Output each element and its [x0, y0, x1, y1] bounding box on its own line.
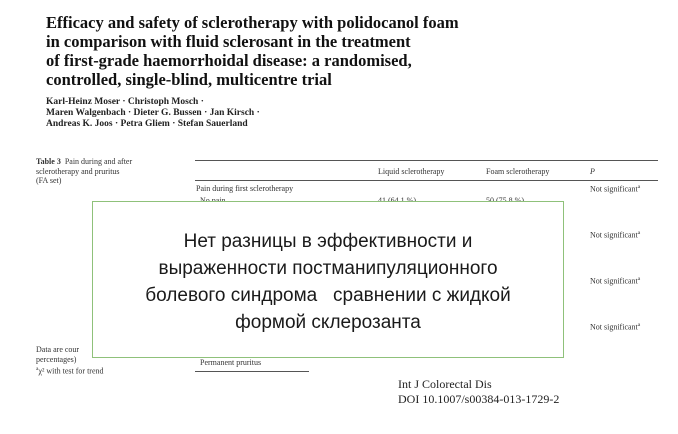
doi: DOI 10.1007/s00384-013-1729-2 [398, 392, 560, 406]
table-header-rule [195, 180, 658, 181]
overlay-line: болевого синдрома сравнении с жидкой [145, 285, 511, 306]
table-footnote-trend: $^a$χ² with test for trend [36, 366, 104, 376]
table-section-label: Pain during first sclerotherapy [196, 184, 294, 193]
table-top-rule [195, 160, 658, 161]
title-line: in comparison with fluid sclerosant in the treatment [46, 32, 411, 51]
author-line: Karl-Heinz Moser · Christoph Mosch · [46, 97, 204, 107]
table-footnote: percentages) [36, 355, 77, 364]
column-header-foam: Foam sclerotherapy [486, 167, 550, 176]
citation [398, 377, 559, 407]
table-caption-label: Table 3 [36, 157, 61, 166]
article-title [46, 13, 666, 89]
significance-value: Not significant$^a$ [590, 230, 641, 240]
significance-value: Not significant$^a$ [590, 322, 641, 332]
table-caption-text: sclerotherapy and pruritus [36, 166, 120, 176]
journal-name: Int J Colorectal Dis [398, 377, 492, 391]
table-caption [36, 157, 186, 186]
author-line: Andreas K. Joos · Petra Gliem · Stefan Sauerland [46, 119, 248, 129]
table-row-label: Permanent pruritus [200, 358, 262, 367]
significance-value: Not significant$^a$ [590, 276, 641, 286]
table-footnote: Data are cour [36, 345, 80, 354]
column-header-p: P [590, 167, 595, 176]
table-caption-text: (FA set) [36, 176, 62, 185]
author-line: Maren Walgenbach · Dieter G. Bussen · Jan Kirsch · [46, 108, 260, 118]
significance-value: Not significant$^a$ [590, 184, 641, 194]
title-line: controlled, single-blind, multicentre trial [46, 70, 332, 89]
title-line: Efficacy and safety of sclerotherapy with polidocanol foam [46, 13, 459, 32]
overlay-line: формой склерозанта [235, 312, 421, 333]
author-list [46, 97, 446, 130]
overlay-text [93, 228, 563, 336]
overlay-line: Нет разницы в эффективности и [183, 231, 473, 252]
overlay-text-box [92, 201, 564, 358]
overlay-line: выраженности постманипуляционного [158, 258, 498, 279]
title-line: of first-grade haemorrhoidal disease: a randomised, [46, 51, 412, 70]
column-header-liquid: Liquid sclerotherapy [378, 167, 445, 176]
table-bottom-rule [195, 371, 309, 372]
table-caption-text: Pain during and after [64, 157, 133, 166]
